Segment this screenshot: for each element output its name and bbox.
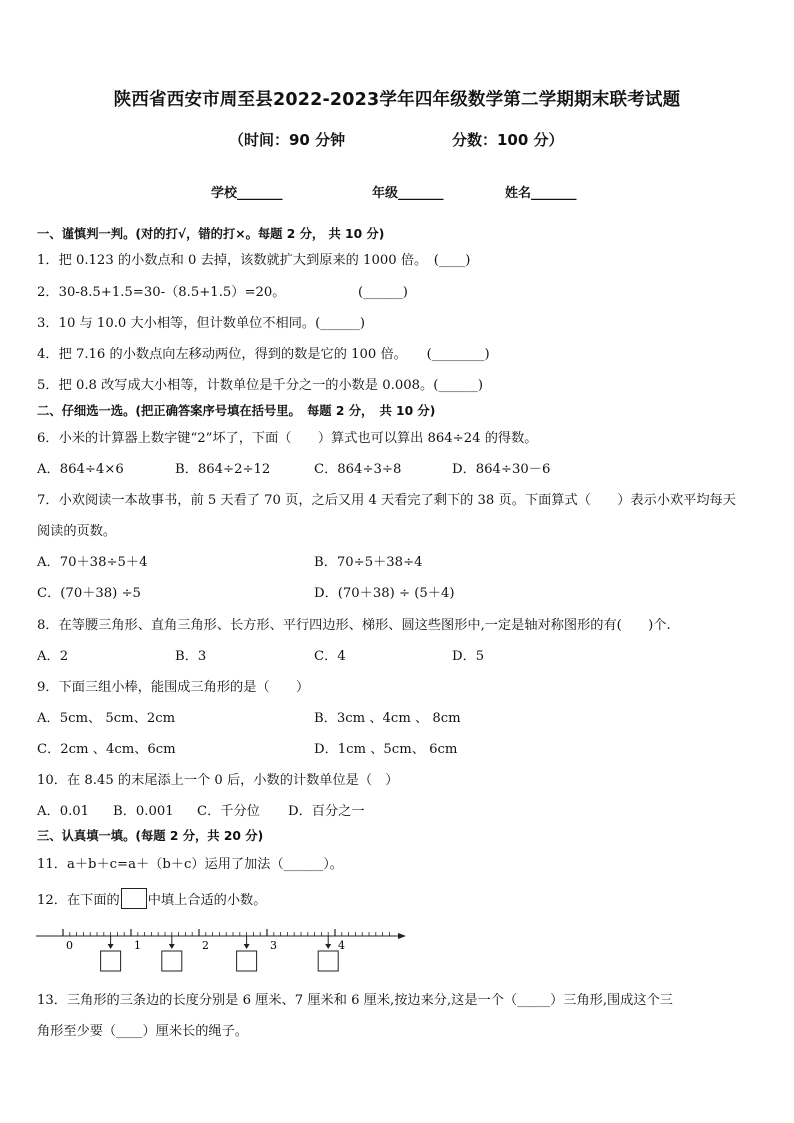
q8-option-b: B．3 — [175, 649, 207, 664]
q9-option-c: C．2cm 、4cm、6cm — [37, 742, 176, 757]
q10-option-a: A．0.01 — [37, 804, 90, 819]
q6-option-b: B．864÷2÷12 — [175, 462, 271, 477]
q8-option-d: D．5 — [452, 649, 485, 664]
pointer-arrowhead — [169, 944, 175, 949]
q7-option-d: D．(70＋38) ÷ (5＋4) — [314, 586, 455, 601]
answer-box[interactable] — [318, 951, 338, 971]
number-line — [30, 925, 410, 977]
question-1: 1．把 0.123 的小数点和 0 去掉，该数就扩大到原来的 1000 倍。 (____) — [37, 253, 471, 268]
q7-option-a: A．70＋38÷5＋4 — [37, 555, 148, 570]
number-line-label: 0 — [66, 939, 73, 952]
q12-text-after: 中填上合适的小数。 — [147, 893, 267, 908]
question-6: 6．小米的计算器上数字键“2”坏了，下面（ ）算式也可以算出 864÷24 的得数。 — [37, 431, 538, 446]
answer-box[interactable] — [101, 951, 121, 971]
q9-option-a: A．5cm、 5cm、2cm — [37, 711, 176, 726]
q6-option-d: D．864÷30－6 — [452, 462, 551, 477]
q6-option-a: A．864÷4×6 — [37, 462, 124, 477]
exam-title: 陕西省西安市周至县2022-2023学年四年级数学第二学期期末联考试题 — [113, 90, 681, 110]
q8-option-a: A．2 — [37, 649, 69, 664]
number-line-label: 3 — [270, 939, 277, 952]
name-field: 姓名_______ — [505, 186, 577, 201]
pointer-arrowhead — [108, 944, 114, 949]
q6-option-c: C．864÷3÷8 — [314, 462, 402, 477]
q10-option-b: B．0.001 — [113, 804, 174, 819]
number-line-label: 1 — [134, 939, 141, 952]
q7-option-b: B．70÷5＋38÷4 — [314, 555, 423, 570]
school-field: 学校_______ — [211, 186, 283, 201]
grade-field: 年级_______ — [372, 186, 444, 201]
q12-text-before: 12．在下面的 — [37, 893, 120, 908]
question-9: 9．下面三组小棒，能围成三角形的是（ ） — [37, 680, 310, 695]
question-13-line1: 13．三角形的三条边的长度分别是 6 厘米、7 厘米和 6 厘米,按边来分,这是一个（_____）三角形,围成这个三 — [37, 993, 673, 1008]
question-7-line2: 阅读的页数。 — [37, 524, 117, 539]
question-5: 5．把 0.8 改写成大小相等，计数单位是千分之一的小数是 0.008。(______) — [37, 378, 484, 393]
q9-option-b: B．3cm 、4cm 、 8cm — [314, 711, 461, 726]
question-10: 10．在 8.45 的末尾添上一个 0 后，小数的计数单位是（ ） — [37, 773, 399, 788]
section-heading-choice: 二、仔细选一选。(把正确答案序号填在括号里。 每题 2 分， 共 10 分) — [37, 404, 436, 418]
number-line-label: 4 — [338, 939, 345, 952]
question-12 — [37, 888, 266, 909]
exam-score: 分数：100 分） — [452, 131, 564, 149]
number-line-label: 2 — [202, 939, 209, 952]
question-4: 4．把 7.16 的小数点向左移动两位，得到的数是它的 100 倍。 (________) — [37, 347, 490, 362]
q10-option-c: C．千分位 — [197, 804, 260, 819]
question-7-line1: 7．小欢阅读一本故事书，前 5 天看了 70 页，之后又用 4 天看完了剩下的 38 页。下面算式（ ）表示小欢平均每天 — [37, 493, 736, 508]
exam-time: （时间：90 分钟 — [229, 131, 346, 149]
q12-answer-box-example — [121, 888, 147, 909]
section-heading-judge: 一、谨慎判一判。(对的打√，错的打×。每题 2 分， 共 10 分) — [37, 227, 385, 241]
question-3: 3．10 与 10.0 大小相等，但计数单位不相同。(______) — [37, 316, 365, 331]
pointer-arrowhead — [244, 944, 250, 949]
q10-option-d: D．百分之一 — [288, 804, 365, 819]
answer-box[interactable] — [162, 951, 182, 971]
q7-option-c: C．(70＋38) ÷5 — [37, 586, 141, 601]
question-13-line2: 角形至少要（____）厘米长的绳子。 — [37, 1024, 248, 1039]
question-8: 8．在等腰三角形、直角三角形、长方形、平行四边形、梯形、圆这些图形中,一定是轴对称图形的有( )个. — [37, 618, 671, 633]
q8-option-c: C．4 — [314, 649, 346, 664]
question-11: 11．a＋b＋c=a＋（b＋c）运用了加法（______）。 — [37, 857, 343, 872]
pointer-arrowhead — [325, 944, 331, 949]
q9-option-d: D．1cm 、5cm、 6cm — [314, 742, 458, 757]
question-2: 2．30-8.5+1.5=30-（8.5+1.5）=20。 (______) — [37, 285, 408, 300]
section-heading-fill: 三、认真填一填。(每题 2 分，共 20 分) — [37, 829, 264, 843]
answer-box[interactable] — [237, 951, 257, 971]
